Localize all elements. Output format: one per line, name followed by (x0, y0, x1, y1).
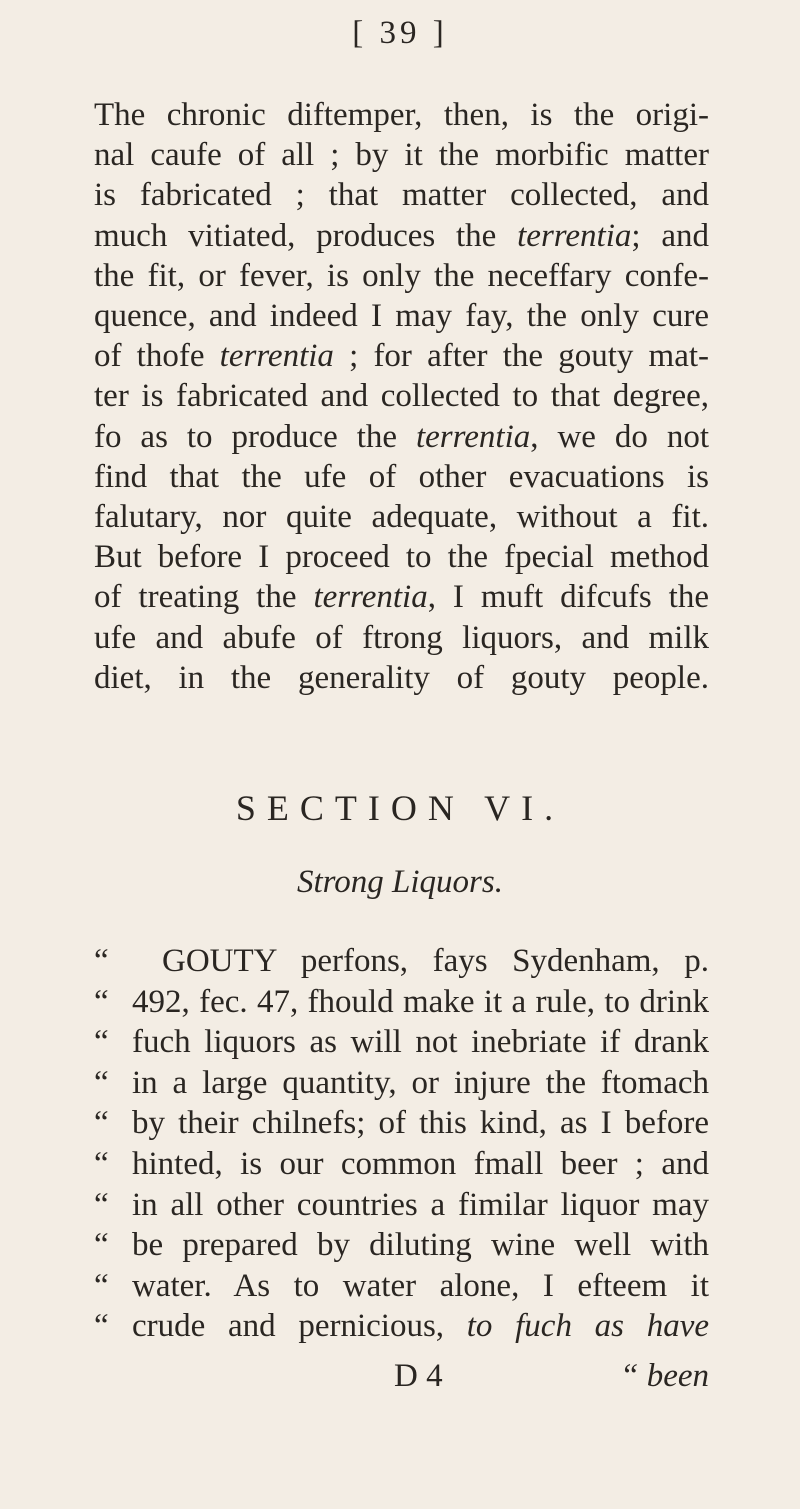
quote-mark: “ (94, 1308, 109, 1345)
quote-mark: “ (94, 1064, 109, 1101)
quote-line: “ hinted, is our common fmall beer ; and (94, 1146, 709, 1182)
quote-line: “ be prepared by diluting wine well with (94, 1227, 709, 1264)
quote-mark: “ (94, 1146, 109, 1182)
catchword: “ been (620, 1358, 709, 1394)
paragraph-line: ter is fabricated and collected to that degree, (94, 378, 709, 415)
paragraph-line: falutary, nor quite adequate, without a fit. (94, 499, 709, 535)
quote-line: “ in a large quantity, or injure the ftomach (94, 1064, 709, 1101)
section-heading: SECTION VI. (235, 788, 565, 828)
paragraph-line: the fit, or fever, is only the neceffary confe- (94, 257, 709, 294)
quote-mark: “ (94, 1105, 109, 1142)
paragraph-line: much vitiated, produces the terrentia; and (94, 217, 709, 254)
quote-mark: “ (94, 1227, 109, 1264)
quote-mark: “ (94, 943, 109, 979)
paragraph-line: ufe and abufe of ftrong liquors, and milk (94, 619, 709, 656)
paragraph-line: nal caufe of all ; by it the morbific matter (94, 137, 709, 174)
paragraph-line: find that the ufe of other evacuations is (94, 458, 709, 495)
paragraph-line: is fabricated ; that matter collected, and (94, 177, 709, 214)
paragraph-line: The chronic diftemper, then, is the origi- (94, 97, 709, 133)
quote-mark: “ (94, 1186, 109, 1223)
quote-mark: “ (94, 983, 109, 1020)
paragraph-line: quence, and indeed I may fay, the only cure (94, 298, 709, 334)
quote-line: “ crude and pernicious, to fuch as have (94, 1308, 709, 1345)
section-subtitle: Strong Liquors. (297, 864, 503, 900)
signature-mark: D 4 (394, 1358, 443, 1394)
paragraph-line: But before I proceed to the fpecial method (94, 539, 709, 576)
paragraph-line: of thofe terrentia ; for after the gouty mat- (94, 338, 710, 375)
quote-line: “ GOUTY perfons, fays Sydenham, p. (94, 943, 709, 979)
paragraph-line: of treating the terrentia, I muft difcufs the (94, 579, 709, 616)
paragraph-line: fo as to produce the terrentia, we do not (94, 418, 709, 455)
page-number-header: [ 39 ] (352, 15, 448, 51)
quote-mark: “ (94, 1024, 109, 1061)
quote-line: “ 492, fec. 47, fhould make it a rule, to drink (94, 983, 709, 1020)
quote-line: “ water. As to water alone, I efteem it (94, 1267, 709, 1304)
quote-line: “ in all other countries a fimilar liquor may (94, 1186, 709, 1223)
quote-mark: “ (94, 1267, 109, 1304)
paragraph-line: diet, in the generality of gouty people. (94, 659, 709, 696)
quote-line: “ by their chilnefs; of this kind, as I before (94, 1105, 709, 1142)
quote-line: “ fuch liquors as will not inebriate if drank (94, 1024, 709, 1061)
